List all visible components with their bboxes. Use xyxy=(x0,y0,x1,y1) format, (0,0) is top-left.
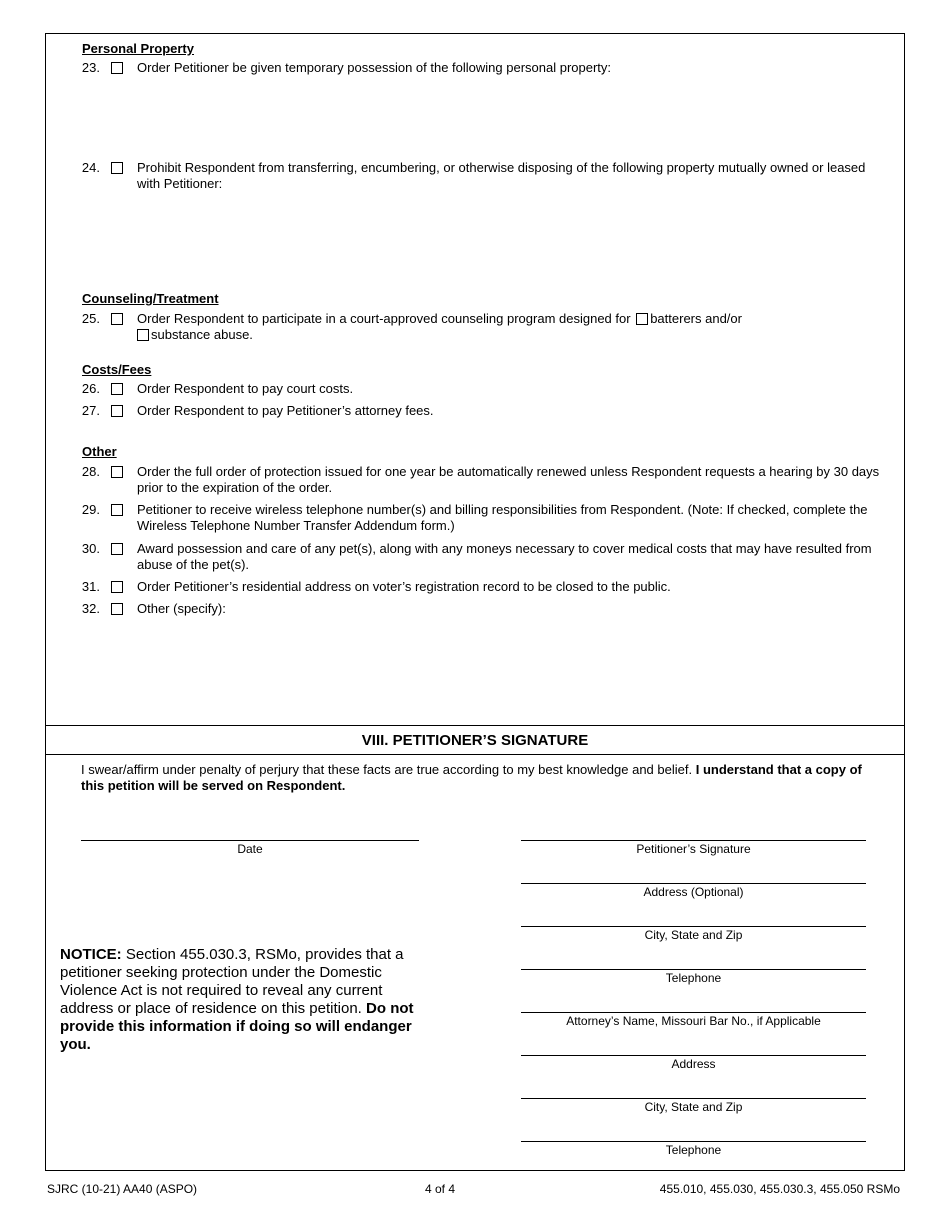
notice-block xyxy=(60,946,430,1054)
checkbox-item-30[interactable] xyxy=(111,543,123,555)
section-heading-other: Other xyxy=(82,444,117,459)
checkbox-item-24[interactable] xyxy=(111,162,123,174)
section-divider-bottom xyxy=(46,754,904,755)
item-27-text: Order Respondent to pay Petitioner’s attorney fees. xyxy=(137,403,434,418)
signature-section-title: VIII. PETITIONER’S SIGNATURE xyxy=(361,732,589,749)
checkbox-item-31[interactable] xyxy=(111,581,123,593)
city-state-zip-label: City, State and Zip xyxy=(644,928,743,942)
item-number: 29. xyxy=(81,502,100,517)
date-label: Date xyxy=(237,842,263,856)
city-state-zip-line[interactable] xyxy=(521,926,866,927)
item-25-main-text: Order Respondent to participate in a court-approved counseling program designed for xyxy=(137,311,631,326)
item-number: 25. xyxy=(81,311,100,326)
section-heading-counseling: Counseling/Treatment xyxy=(82,291,219,306)
checkbox-item-29[interactable] xyxy=(111,504,123,516)
petitioner-signature-label: Petitioner’s Signature xyxy=(636,842,751,856)
petitioner-signature-line[interactable] xyxy=(521,840,866,841)
item-28-text: Order the full order of protection issued for one year be automatically renewed unless Respondent requests a hearing by 30 days prior to the expiration of the order. xyxy=(137,464,880,495)
checkbox-substance-abuse[interactable] xyxy=(137,329,149,341)
item-32-text: Other (specify): xyxy=(137,601,226,616)
address-optional-label: Address (Optional) xyxy=(643,885,744,899)
oath-plain-text: I swear/affirm under penalty of perjury that these facts are true according to my best knowledge and belief. xyxy=(81,762,693,777)
item-number: 27. xyxy=(81,403,100,418)
footer-page-number: 4 of 4 xyxy=(424,1182,456,1196)
option-batterers: batterers and/or xyxy=(650,311,742,326)
checkbox-batterers[interactable] xyxy=(636,313,648,325)
attorney-city-state-zip-line[interactable] xyxy=(521,1098,866,1099)
item-26-text: Order Respondent to pay court costs. xyxy=(137,381,354,396)
oath-statement xyxy=(81,762,876,794)
item-number: 30. xyxy=(81,541,100,556)
notice-body: Section 455.030.3, RSMo, provides that a petitioner seeking protection under the Domestic Violence Act is not required to reveal any current address or place of residence on this petition. xyxy=(60,946,404,1017)
item-31-text: Order Petitioner’s residential address on voter’s registration record to be closed to the public. xyxy=(137,579,671,594)
item-number: 28. xyxy=(81,464,100,479)
attorney-telephone-label: Telephone xyxy=(665,1143,722,1157)
item-number: 31. xyxy=(81,579,100,594)
section-heading-costs: Costs/Fees xyxy=(82,362,152,377)
attorney-address-label: Address xyxy=(671,1057,716,1071)
item-number: 24. xyxy=(81,160,100,175)
telephone-label: Telephone xyxy=(665,971,722,985)
item-30-text: Award possession and care of any pet(s), along with any moneys necessary to cover medical costs that may have resulted from abuse of the pet(s). xyxy=(137,541,872,572)
telephone-line[interactable] xyxy=(521,969,866,970)
attorney-city-state-zip-label: City, State and Zip xyxy=(644,1100,743,1114)
item-number: 26. xyxy=(81,381,100,396)
notice-warning: Do not provide this information if doing so will endanger you. xyxy=(60,1000,414,1053)
item-23-text: Order Petitioner be given temporary possession of the following personal property: xyxy=(137,60,612,75)
footer-statutes: 455.010, 455.030, 455.030.3, 455.050 RSMo xyxy=(659,1182,900,1196)
item-number: 23. xyxy=(81,60,100,75)
item-number: 32. xyxy=(81,601,100,616)
checkbox-item-32[interactable] xyxy=(111,603,123,615)
option-substance-abuse: substance abuse. xyxy=(151,327,253,342)
attorney-telephone-line[interactable] xyxy=(521,1141,866,1142)
oath-bold-text: I understand that a copy of this petition will be served on Respondent. xyxy=(81,762,862,793)
notice-lead: NOTICE: xyxy=(60,946,122,963)
checkbox-item-27[interactable] xyxy=(111,405,123,417)
form-frame xyxy=(45,33,905,1171)
checkbox-item-26[interactable] xyxy=(111,383,123,395)
checkbox-item-28[interactable] xyxy=(111,466,123,478)
section-divider-top xyxy=(46,725,904,726)
item-29-text: Petitioner to receive wireless telephone number(s) and billing responsibilities from Respondent. (Note: If checked, complete the Wireless Telephone Number Transfer Addendum form.) xyxy=(137,502,868,533)
attorney-name-line[interactable] xyxy=(521,1012,866,1013)
checkbox-item-23[interactable] xyxy=(111,62,123,74)
checkbox-item-25[interactable] xyxy=(111,313,123,325)
address-optional-line[interactable] xyxy=(521,883,866,884)
date-line[interactable] xyxy=(81,840,419,841)
attorney-name-label: Attorney’s Name, Missouri Bar No., if Applicable xyxy=(566,1014,821,1028)
section-heading-personal-property: Personal Property xyxy=(82,41,194,56)
item-24-text: Prohibit Respondent from transferring, encumbering, or otherwise disposing of the following property mutually owned or leased with Petitioner: xyxy=(137,160,866,191)
footer-form-id: SJRC (10-21) AA40 (ASPO) xyxy=(47,1182,198,1196)
attorney-address-line[interactable] xyxy=(521,1055,866,1056)
item-25-text xyxy=(137,311,887,343)
